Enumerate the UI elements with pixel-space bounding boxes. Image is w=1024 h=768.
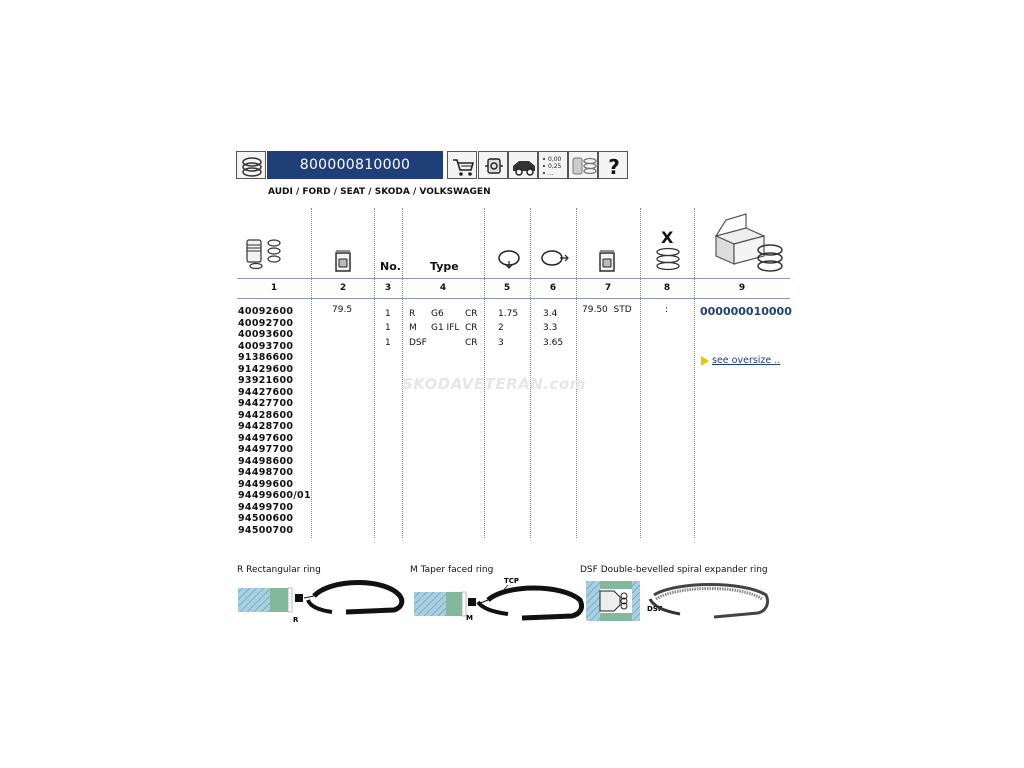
svg-text:?: ?	[608, 155, 620, 179]
column-number: 3	[384, 283, 392, 293]
bore-std-value: 79.50 STD	[582, 305, 632, 315]
vehicle-button[interactable]	[508, 151, 538, 179]
ring-set-button[interactable]	[568, 151, 598, 179]
ring-width: 3.3	[543, 323, 558, 333]
diagram-label: TCP	[504, 578, 520, 585]
oversize-value: 0,25	[548, 163, 562, 170]
manufacturer-list: AUDI / FORD / SEAT / SKODA / VOLKSWAGEN	[268, 187, 491, 197]
piston-rings-icon	[244, 236, 284, 270]
list-item: 94500600	[238, 513, 294, 524]
list-item: 91429600	[238, 363, 294, 375]
diagram-label: M	[466, 614, 473, 622]
list-item: 94498700	[238, 467, 294, 478]
ring-set-icon	[569, 152, 599, 180]
column-divider	[576, 208, 577, 538]
taper-faced-ring-diagram	[412, 578, 584, 626]
ring-width-icon	[540, 246, 570, 270]
engine-icon	[479, 152, 509, 180]
part-number-list	[238, 306, 311, 536]
ring-count: 1	[385, 338, 391, 348]
ring-coating: CR	[465, 323, 478, 333]
set-part-number: 000000010000	[700, 305, 792, 318]
column-number: 5	[503, 283, 511, 293]
dsf-ring-diagram	[584, 577, 774, 625]
ring-width: 3.65	[543, 338, 564, 348]
legend-text: Rectangular ring	[246, 565, 321, 575]
legend-text: Taper faced ring	[420, 565, 494, 575]
oversize-value: ...	[548, 170, 554, 177]
car-icon	[509, 152, 539, 180]
ring-height: 1.75	[498, 309, 519, 319]
column-divider	[311, 208, 312, 538]
list-item: 94497600	[238, 432, 294, 444]
column-number: 4	[439, 283, 447, 293]
ring-height: 3	[498, 338, 504, 348]
legend-text: Double-bevelled spiral expander ring	[600, 565, 768, 575]
engine-button[interactable]	[478, 151, 508, 179]
list-item: 94427700	[238, 398, 294, 409]
column-number: 7	[604, 283, 612, 293]
list-item: 94499600	[238, 478, 294, 490]
part-number-display: 800000810000	[267, 151, 443, 179]
legend-code: R	[237, 565, 244, 575]
cart-icon	[448, 152, 478, 180]
help-button[interactable]	[598, 151, 628, 179]
diagram-label: DSF	[647, 605, 663, 613]
list-item: 94500700	[238, 524, 294, 536]
ring-count: 1	[385, 323, 391, 333]
list-item: 94499600/01	[238, 490, 311, 501]
column-divider	[484, 208, 485, 538]
list-item: 40092700	[238, 317, 294, 329]
rectangular-ring-diagram	[236, 580, 406, 626]
column-header-no: No.	[380, 260, 401, 273]
bore-std-icon	[598, 249, 616, 273]
list-item: 40093600	[238, 329, 294, 340]
ring-code: R	[409, 309, 416, 319]
list-item: 94428700	[238, 421, 294, 432]
list-item: 40092600	[238, 306, 294, 317]
column-header-type: Type	[430, 260, 459, 273]
list-item: 94497700	[238, 444, 294, 455]
help-icon	[599, 152, 629, 180]
watermark: SKODAVETERAN.com	[402, 375, 586, 393]
ring-height-icon	[496, 246, 522, 270]
column-divider	[374, 208, 375, 538]
legend-m	[410, 565, 493, 575]
legend-code: M	[410, 565, 418, 575]
list-item: 91386600	[238, 352, 294, 363]
oversize-icon	[539, 152, 569, 180]
rings-icon-button[interactable]	[236, 151, 266, 179]
legend-r	[237, 565, 321, 575]
column-number: 2	[339, 283, 347, 293]
column-number: 6	[549, 283, 557, 293]
ring-code: DSF	[409, 338, 427, 348]
bore-value: 79.5	[332, 305, 353, 315]
header-divider	[237, 298, 790, 299]
column-number: 1	[270, 283, 278, 293]
list-item: 94428600	[238, 409, 294, 421]
column-number: 8	[663, 283, 671, 293]
column-8-value: :	[665, 305, 669, 315]
bore-icon	[334, 249, 352, 273]
list-item: 93921600	[238, 375, 294, 386]
ring-count: 1	[385, 309, 391, 319]
ring-grade: G1 IFL	[431, 323, 460, 333]
column-divider	[640, 208, 641, 538]
rings-icon	[237, 152, 267, 180]
ring-stack-icon	[654, 246, 682, 274]
column-divider	[694, 208, 695, 538]
column-header-x: X	[661, 228, 674, 247]
diagram-label: R	[293, 616, 299, 624]
cart-button[interactable]	[447, 151, 477, 179]
ring-height: 2	[498, 323, 504, 333]
list-item: 94427600	[238, 386, 294, 398]
list-item: 40093700	[238, 340, 294, 352]
column-divider	[402, 208, 403, 538]
header-divider	[237, 278, 790, 279]
oversize-value: 0,00	[548, 156, 562, 163]
see-oversize-link[interactable]: see oversize ..	[712, 355, 781, 366]
package-rings-icon	[708, 208, 784, 274]
list-item: 94499700	[238, 501, 294, 513]
ring-code: M	[409, 323, 417, 333]
oversize-button[interactable]	[538, 151, 568, 179]
arrow-icon	[701, 356, 709, 366]
ring-coating: CR	[465, 338, 478, 348]
column-divider	[530, 208, 531, 538]
legend-dsf	[580, 565, 768, 575]
ring-grade: G6	[431, 309, 444, 319]
ring-coating: CR	[465, 309, 478, 319]
column-number: 9	[738, 283, 746, 293]
list-item: 94498600	[238, 455, 294, 467]
ring-width: 3.4	[543, 309, 558, 319]
legend-code: DSF	[580, 565, 598, 575]
